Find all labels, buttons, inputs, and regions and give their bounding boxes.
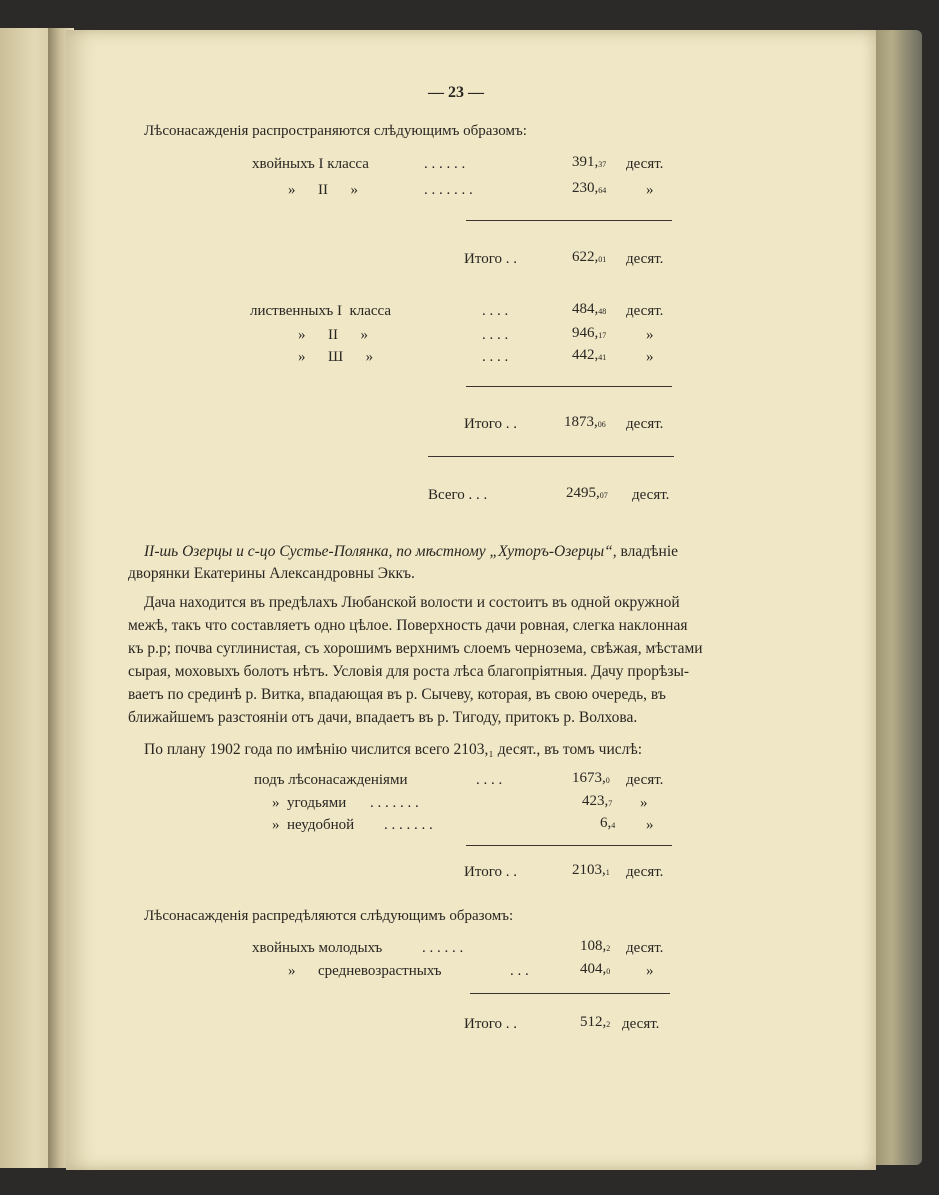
conifer-total-label: Итого . . — [464, 251, 517, 267]
plan-row-3-label: » неудобной — [272, 817, 355, 833]
page-number: — 23 — — [428, 84, 484, 101]
plan-total-value: $2103,_1$ — [572, 862, 610, 878]
page-stack-edge — [872, 30, 922, 1165]
decid-total-value: $1873,_{06}$ — [564, 414, 606, 430]
plan-row-2-dots: . . . . . . . — [370, 795, 419, 811]
section2-total-label: Итого . . — [464, 1016, 517, 1032]
plan-row-3-value: $6,_4$ — [600, 815, 616, 831]
plan-total-rule — [466, 845, 672, 846]
estate-description — [128, 591, 818, 729]
conifer-row-2-dots: . . . . . . . — [424, 182, 473, 198]
section2-total-value: $512,_2$ — [580, 1014, 611, 1030]
plan-total-label: Итого . . — [464, 864, 517, 880]
conifer-row-1-unit: десят. — [626, 156, 664, 172]
decid-row-1-unit: десят. — [626, 303, 664, 319]
decid-row-3-label: » Ш » — [298, 349, 374, 365]
paragraph-line: къ р.р; почва суглинистая, съ хорошимъ верхнимъ слоемъ чернозема, свѣжая, мѣстами — [128, 640, 703, 657]
section2-row-2-label: » средневозрастныхъ — [288, 963, 442, 979]
decid-row-3-unit: » — [646, 349, 654, 365]
decid-row-2-unit: » — [646, 327, 654, 343]
plan-row-1-value: $1673,_0$ — [572, 770, 610, 786]
plan-row-1-unit: десят. — [626, 772, 664, 788]
section2-row-2-value: $404,_0$ — [580, 961, 611, 977]
estate-title-line1: II-шь Озерцы и с-цо Сустье-Полянка, по мѣстному „Хуторъ-Озерцы“, владѣніе — [144, 543, 679, 560]
decid-row-2-label: » II » — [298, 327, 368, 343]
plan-row-1-label: подъ лѣсонасажденіями — [254, 772, 408, 788]
decid-total-rule — [466, 386, 672, 387]
decid-total-label: Итого . . — [464, 416, 517, 432]
paragraph-line: ваетъ по срединѣ р. Витка, впадающая въ р. Сычеву, которая, въ свою очередь, въ — [128, 686, 666, 703]
section2-row-1-value: $108,_2$ — [580, 938, 611, 954]
decid-total-unit: десят. — [626, 416, 664, 432]
decid-row-1-dots: . . . . — [482, 303, 509, 319]
grand-total-unit: десят. — [632, 487, 670, 503]
section2-row-1-label: хвойныхъ молодыхъ — [252, 940, 383, 956]
section2-total-rule — [470, 993, 670, 994]
plan-row-2-label: » угодьями — [272, 795, 347, 811]
section1-intro: Лѣсонасажденія распространяются слѣдующимъ образомъ: — [144, 123, 527, 139]
decid-row-2-value: $946,_{17}$ — [572, 325, 607, 341]
conifer-row-2-unit: » — [646, 182, 654, 198]
plan-row-3-unit: » — [646, 817, 654, 833]
decid-row-3-value: $442,_{41}$ — [572, 347, 607, 363]
plan-total-unit: десят. — [626, 864, 664, 880]
conifer-row-2-value: $230,_{64}$ — [572, 180, 607, 196]
plan-intro: По плану 1902 года по имѣнію числится всего 2103,₁ десят., въ томъ числѣ: — [144, 741, 643, 758]
conifer-total-rule — [466, 220, 672, 221]
plan-row-2-unit: » — [640, 795, 648, 811]
paragraph-line: ближайшемъ разстояніи отъ дачи, впадаетъ въ р. Тигоду, притокъ р. Волхова. — [128, 709, 638, 726]
section2-row-2-dots: . . . — [510, 963, 529, 979]
paragraph-line: межѣ, такъ что составляетъ одно цѣлое. Поверхность дачи ровная, слегка наклонная — [128, 617, 688, 634]
grand-total-label: Всего . . . — [428, 487, 488, 503]
section2-row-2-unit: » — [646, 963, 654, 979]
conifer-row-1-label: хвойныхъ I класса — [252, 156, 369, 172]
estate-title-line2: дворянки Екатерины Александровны Эккъ. — [128, 565, 415, 582]
conifer-row-1-dots: . . . . . . — [424, 156, 466, 172]
section2-total-unit: десят. — [622, 1016, 660, 1032]
decid-row-2-dots: . . . . — [482, 327, 509, 343]
plan-row-2-value: $423,_7$ — [582, 793, 613, 809]
plan-row-3-dots: . . . . . . . — [384, 817, 433, 833]
paragraph-line: Дача находится въ предѣлахъ Любанской волости и состоитъ въ одной окружной — [144, 594, 680, 611]
conifer-row-2-label: » II » — [288, 182, 358, 198]
decid-row-1-value: $484,_{48}$ — [572, 301, 607, 317]
section2-row-1-unit: десят. — [626, 940, 664, 956]
book-page — [66, 30, 876, 1170]
section2-row-1-dots: . . . . . . — [422, 940, 464, 956]
conifer-total-value: $622,_{01}$ — [572, 249, 607, 265]
section2-intro: Лѣсонасажденія распредѣляются слѣдующимъ образомъ: — [144, 908, 514, 924]
paragraph-line: сырая, моховыхъ болотъ нѣтъ. Условія для роста лѣса благопріятныя. Дачу прорѣзы- — [128, 663, 690, 680]
conifer-total-unit: десят. — [626, 251, 664, 267]
grand-total-rule — [428, 456, 674, 457]
conifer-row-1-value: $391,_{37}$ — [572, 154, 607, 170]
grand-total-value: $2495,_{07}$ — [566, 485, 608, 501]
decid-row-3-dots: . . . . — [482, 349, 509, 365]
plan-row-1-dots: . . . . — [476, 772, 503, 788]
decid-row-1-label: лиственныхъ I класса — [250, 303, 392, 319]
